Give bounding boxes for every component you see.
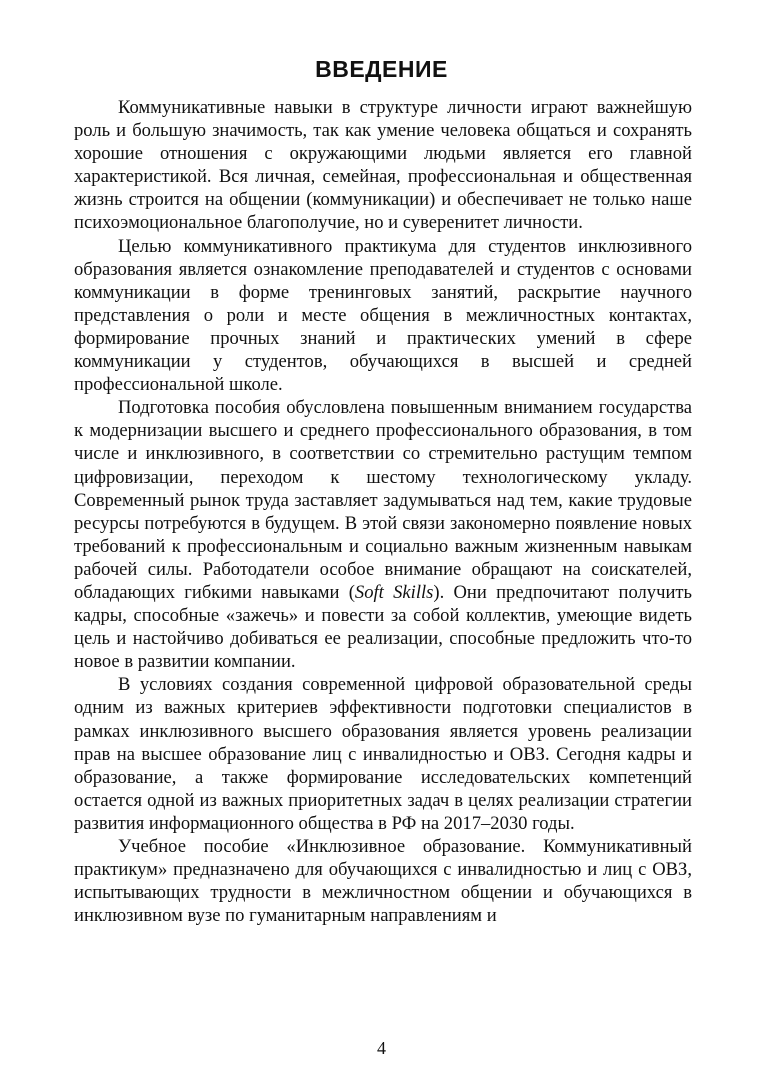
paragraph-1: Коммуникативные навыки в структуре личности играют важнейшую роль и большую значимость, так как умение человека общаться и сохранять хорошие отношения с окружающими людьми является его главной характеристикой. Вся личная, семейная, профессиональная и общественная жизнь строится на общении (коммуникации) и обеспечивает не только наше психоэмоциональное благополучие, но и суверенитет личности. xyxy=(74,97,692,234)
paragraph-3 xyxy=(74,396,692,673)
page-number: 4 xyxy=(377,1038,386,1058)
paragraph-4: В условиях создания современной цифровой образовательной среды одним из важных критериев эффективности подготовки специалистов в рамках инклюзивного высшего образования является уровень реализации прав на высшее образование лиц с инвалидностью и ОВЗ. Сегодня кадры и образование, а также формирование исследовательских компетенций остается одной из важных приоритетных задач в целях реализации стратегии развития информационного общества в РФ на 2017–2030 годы. xyxy=(74,674,692,834)
paragraph-5: Учебное пособие «Инклюзивное образование. Коммуникативный практикум» предназначено для обучающихся с инвалидностью и лиц с ОВЗ, испытывающих трудности в межличностном общении и обучающихся в инклюзивном вузе по гуманитарным направлениям и xyxy=(74,836,692,927)
body-text xyxy=(74,96,692,927)
paragraph-3-text-before: Подготовка пособия обусловлена повышенным вниманием государства к модернизации высшего и среднего профессионального образования, в том числе и инклюзивного, в соответствии со стремительно растущим темпом цифровизации, переходом к шестому технологическому укладу. Современный рынок труда заставляет задумываться над тем, какие трудовые ресурсы потребуются в будущем. В этой связи закономерно появление новых требований к профессиональным и социально важным жизненным навыкам рабочей силы. Работодатели особое внимание обращают на соискателей, обладающих гибкими навыками ( xyxy=(74,397,692,603)
paragraph-3-text-after: ). Они предпочитают получить кадры, способные «зажечь» и повести за собой коллектив, умеющие видеть цель и настойчиво добиваться ее реализации, способные предложить что-то новое в развитии компании. xyxy=(74,581,693,673)
soft-skills-emphasis: Soft Skills xyxy=(354,581,434,603)
paragraph-2: Целью коммуникативного практикума для студентов инклюзивного образования является ознакомление преподавателей и студентов с основами коммуникации в форме тренинговых занятий, раскрытие научного представления о роли и месте общения в межличностных контактах, формирование прочных знаний и практических умений в сфере коммуникации у студентов, обучающихся в высшей и средней профессиональной школе. xyxy=(74,235,692,396)
section-title: ВВЕДЕНИЕ xyxy=(315,56,448,82)
